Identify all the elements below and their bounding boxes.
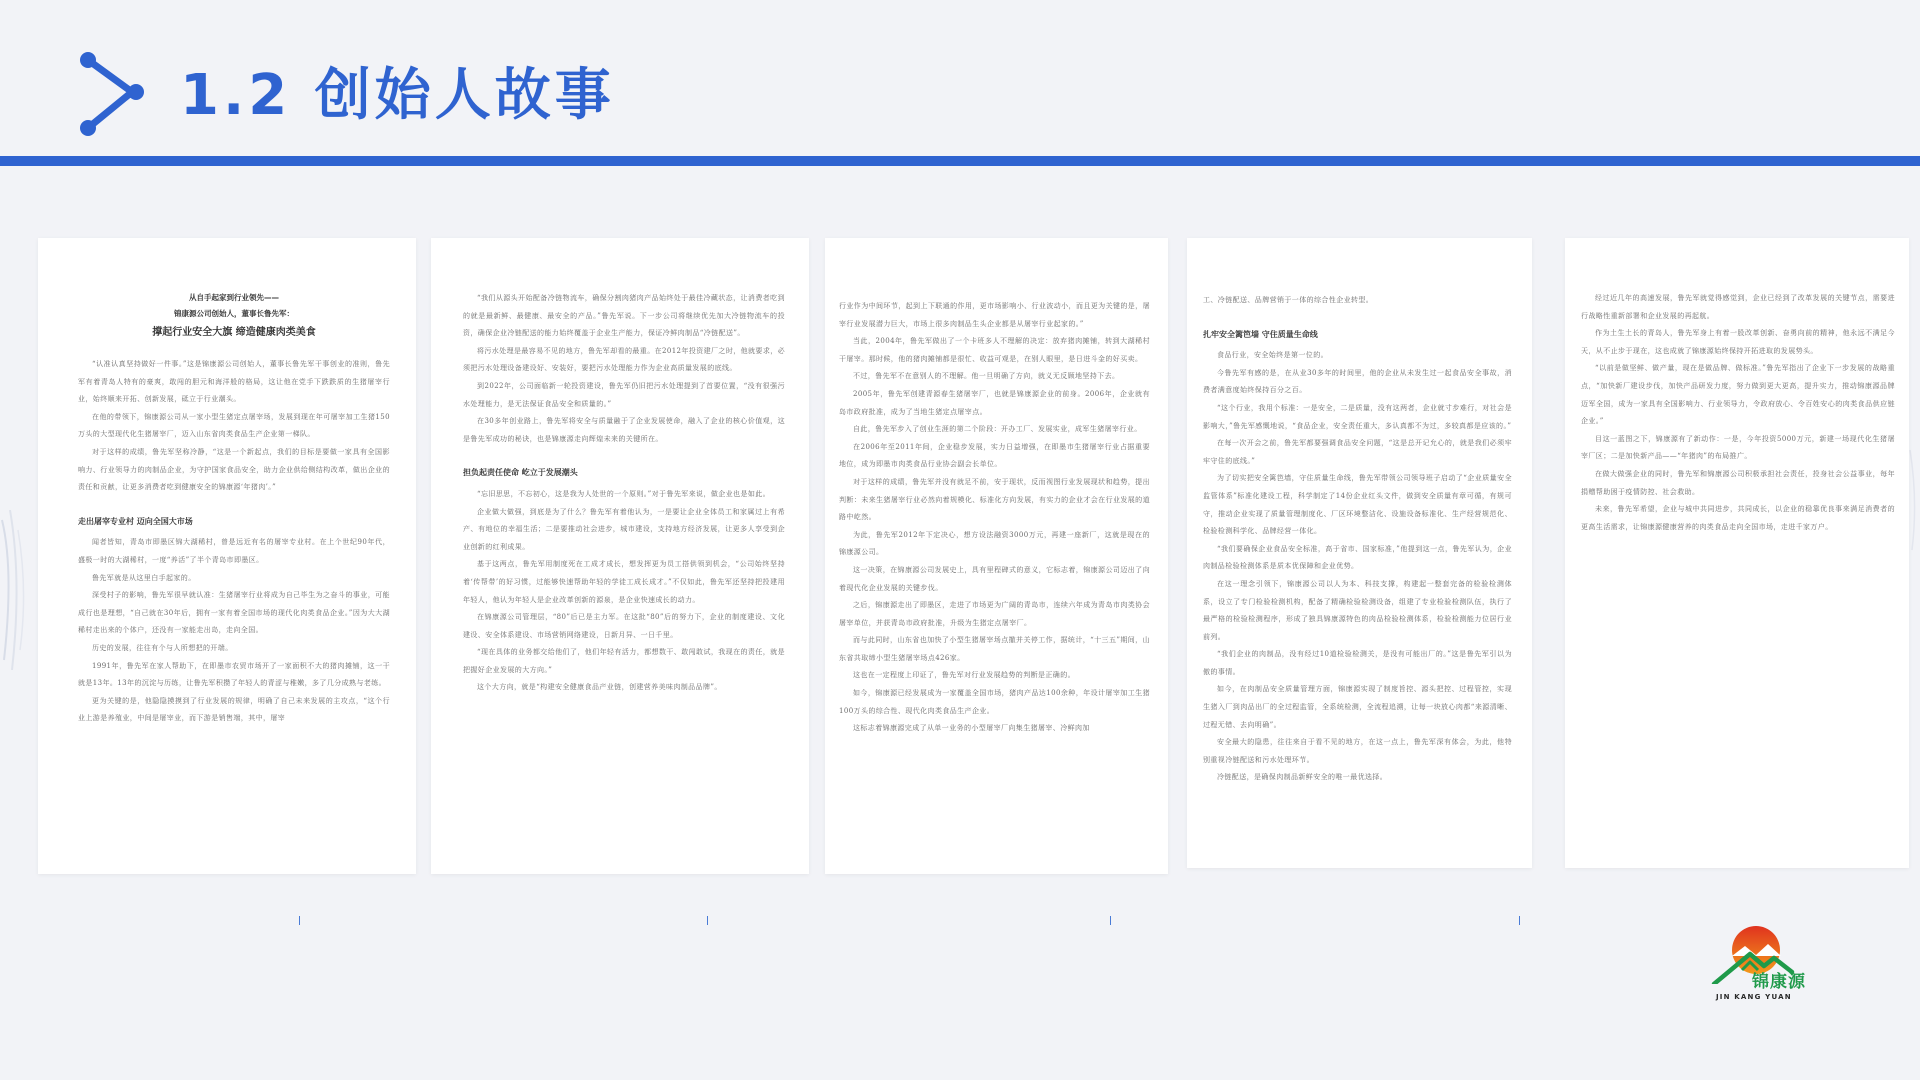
- paragraph: 这个大方向，就是“构建安全健康食品产业链，创建营养美味肉制品品牌”。: [477, 683, 722, 692]
- paragraph: 如今，在肉制品安全质量管理方面，锦康源实现了制度旨控、源头把控、过程管控，实现生猪入厂到肉品出厂的全过程监管，全系统检测，全流程追溯，让每一块放心肉都“来源清晰、过程无错、去向明确”。: [1203, 685, 1512, 729]
- section-heading: 担负起责任使命 屹立于发展潮头: [463, 468, 578, 478]
- paragraph: 在这一理念引领下，锦康源公司以人为本、科技支撑，构建起一整套完备的检验检测体系，设立了专门检验检测机构，配备了精确检验检测设备，组建了专业检验检测队伍，执行了最严格的检验检测程序，形成了独具锦康源特色的肉品检验检测体系，检验检测能力位居行业前列。: [1203, 579, 1512, 641]
- paragraph: 在2006年至2011年间，企业稳步发展，实力日益增强，在即墨市生猪屠宰行业占据重要地位，成为即墨市肉类食品行业协会副会长单位。: [839, 442, 1150, 469]
- paragraph: 历史的发展，往往有个与人所想把的开端。: [92, 643, 233, 652]
- page-marker: [1110, 916, 1111, 925]
- decorative-lines: [0, 510, 34, 670]
- paragraph: 闻者皆知，青岛市即墨区锦大湖稀村，曾是远近有名的屠宰专业村。在上个世纪90年代，盛极一时的大湖稀村，一度“养活”了半个青岛市即墨区。: [78, 538, 390, 564]
- paragraph: 目这一蓝图之下，锦康源有了新动作：一是，今年投资5000万元，新建一场现代化生猪屠宰厂区；二是加快新产品——“年猪肉”的布局推广。: [1581, 434, 1895, 461]
- paragraph: 对于这样的成绩，鲁先军并没有就足不前，安于现状，反而视图行业发展现状和趋势，提出判断：未来生猪屠宰行业必然向着规模化、标准化方向发展，有实力的企业才会在行业发展的道路中屹然。: [839, 477, 1150, 522]
- paragraph: 而与此同时，山东省也加快了小型生猪屠宰场点撤并关停工作，据统计，“十三五”期间，山东省共取缔小型生猪屠宰场点426家。: [839, 636, 1150, 662]
- paragraph: 1991年，鲁先军在家人帮助下，在即墨市农贸市场开了一家面积不大的猪肉摊铺，这一干就是13年。13年的沉淀与历练，让鲁先军积攒了年轻人的青涩与稚嫩，多了几分成熟与老练。: [78, 661, 390, 688]
- paragraph: 在做大做强企业的同时，鲁先军和锦康源公司积极承担社会责任，投身社会公益事业，每年捐赠帮助困于疫情防控、社会救助。: [1581, 469, 1895, 496]
- paragraph: 如今，锦康源已经发展成为一家覆盖全国市场，猪肉产品达100余种，年设计屠宰加工生猪100万头的综合性、现代化肉类食品生产企业。: [839, 689, 1150, 715]
- paragraph: 安全最大的隐患，往往来自于看不见的地方，在这一点上，鲁先军深有体会，为此，他特别重视冷链配送和污水处理环节。: [1203, 738, 1512, 764]
- document-page-5: [1565, 238, 1909, 868]
- paragraph: 基于这两点，鲁先军用制度死在工成才成长，想发挥更为员工搭供领到机会，“公司始终坚持着‘传帮带’的好习惯，过能够快速帮助年轻的学徒工成长成才。”不仅如此，鲁先军还坚持把投建用年轻人，他认为年轻人是企业改革创新的源泉，是企业快速成长的动力。: [463, 560, 785, 604]
- paragraph: 今鲁先军有感的是，在从业30多年的时间里，他的企业从未发生过一起食品安全事故，消费者满意度始终保持百分之百。: [1203, 368, 1512, 395]
- paragraph: “以前是做坚鲜、做产量，现在是做品牌、做标准。”鲁先军指出了企业下一步发展的战略重点，“加快新厂建设步伐，加快产品研发力度，努力做到更大更高，提升实力，推动锦康源品牌迈军全国，成为一家具有全国影响力、行业领导力，令政府放心、令百姓安心的肉类食品供应链企业。”: [1581, 364, 1895, 426]
- paragraph: “现在具体的业务都交给他们了，他们年轻有活力，都想数干、敢闯敢试，我现在的责任，就是把握好企业发展的大方向。”: [463, 648, 785, 674]
- paragraph: 在锦康源公司管理层，“80”后已是主力军。在这批“80”后的努力下，企业的制度建设、文化建设、安全体系建设、市场营销网络建设，日新月异、一日千里。: [463, 613, 785, 639]
- paragraph: 为此，鲁先军2012年下定决心，想方设法融资3000万元，再建一座新厂，这就是现在的锦康源公司。: [839, 530, 1150, 557]
- paragraph: “认准认真坚持做好一件事。”这是锦康源公司创始人，董事长鲁先军干事创业的准则，鲁先军有着青岛人特有的豪爽，敢闯的胆元和海洋般的格局，这让他在党手下跌跌质的生猪屠宰行业，始终顺来开拓、创新发展，砥立于行业潮头。: [78, 360, 390, 404]
- paragraph: 未来，鲁先军希望，企业与城中共同进步，共同成长，以企业的稳靠优良事来满足消费者的更高生活需求，让锦康源健康营养的肉类食品走向全国市场，走进千家万户。: [1581, 505, 1895, 531]
- paragraph: “忘旧思思，不忘初心，这是我为人处世的一个原则。”对于鲁先军来说，做企业也是如此。: [477, 489, 771, 498]
- paragraph: 更为关键的是，他隐隐摸摸到了行业发展的规律，明确了自己未来发展的主攻点，“这个行业上游是养殖业，中间是屠宰业，而下游是销售端，其中，屠宰: [78, 696, 390, 723]
- paragraph: 经过近几年的高速发展，鲁先军就觉得感觉到，企业已经到了改革发展的关键节点，需要进行战略性重新部署和企业发展的再起航。: [1581, 294, 1895, 320]
- paragraph: 作为土生土长的青岛人，鲁先军身上有着一股改革创新、奋勇向前的精神，他永远不满足今天，从不止步于现在，这也成就了锦康源始终保持开拓进取的发展势头。: [1581, 329, 1895, 355]
- paragraph: 在他的带领下，锦康源公司从一家小型生猪定点屠宰场，发展到现在年可屠宰加工生猪150万头的大型现代化生猪屠宰厂，迈入山东省肉类食品生产企业第一梯队。: [78, 412, 390, 439]
- paragraph: “我们要确保企业食品安全标准，高于省市、国家标准，”他提到这一点，鲁先军认为，企业肉制品检验检测体系是质本优保障和企业优势。: [1203, 544, 1512, 571]
- document-page-1: [38, 238, 416, 874]
- paragraph: 当此，2004年，鲁先军做出了一个卡班多人不理解的决定：放弃猪肉摊铺，转到大湖稀村干屠宰。那时候，他的猪肉摊铺都是很忙、收益可观是，在别人眼里，是日进斗金的好买卖。: [839, 337, 1150, 363]
- logo-chinese-name: 锦康源: [1752, 972, 1806, 992]
- paragraph: 到2022年，公司面临新一轮投资建设，鲁先军仍旧把污水处理提到了首要位置，“没有很强污水处理能力，是无法保证食品安全和质量的。”: [463, 381, 785, 408]
- paragraph: 行业作为中间环节，起到上下联通的作用，更市场影响小、行业波动小，而且更为关键的是，屠宰行业发展潜力巨大，市场上很多肉制品生头企业都是从屠宰行业起家的。”: [839, 302, 1150, 328]
- page-marker: [707, 916, 708, 925]
- paragraph: 2005年，鲁先军创建青源春生猪屠宰厂，也就是锦康源企业的前身。2006年，企业就有岛市政府批准，成为了当地生猪定点屠宰点。: [839, 389, 1150, 416]
- paragraph: “这个行业，我用个标准：一是安全，二是质量，没有这两者，企业就寸步难行，对社会是影响大，”鲁先军感慨地说，“食品企业，安全责任重大，多认真都不为过，多较真都是应该的。”: [1203, 403, 1512, 430]
- document-page-3: [825, 238, 1168, 874]
- paragraph: 深受村子的影响，鲁先军很早就认准：生猪屠宰行业将成为自己毕生为之奋斗的事业，可能成行也是理想，“自己就在30年后，拥有一家有着全国市场的现代化肉类食品企业。”因为大大湖稀村走出来的个体户，还没有一家能走出岛，走向全国。: [78, 591, 390, 635]
- slide-title: 1.2 创始人故事: [180, 63, 615, 128]
- section-heading: 扎牢安全篱笆墙 守住质量生命线: [1203, 329, 1318, 339]
- paragraph: 工、冷链配送、品牌营销于一体的综合性企业转型。: [1203, 296, 1374, 304]
- doc-pretitle-2: 锦康源公司创始人，董事长鲁先军：: [174, 309, 294, 318]
- document-page-4: [1187, 238, 1532, 868]
- page-marker: [299, 916, 300, 925]
- paragraph: “我们企业的肉制品，没有经过10道检验检测关，是没有可能出厂的。”这是鲁先军引以为傲的事情。: [1203, 650, 1512, 676]
- paragraph: 在每一次开会之前，鲁先军都要强调食品安全问题，“这是总开记允心的，就是我们必须牢牢守住的底线。”: [1203, 439, 1512, 465]
- paragraph: 鲁先军就是从这里白手起家的。: [92, 573, 196, 582]
- paragraph: 企业做大做强，到底是为了什么？鲁先军有着他认为，一是要让企业全体员工和家属过上有希产、有地位的幸福生活；二是要推动社会进步，城市建设，支持地方经济发展，让更多人享受到企业创新的红利成果。: [463, 507, 785, 551]
- doc-title: 撑起行业安全大旗 缔造健康肉类美食: [152, 327, 316, 338]
- logo-english-name: JIN KANG YUAN: [1716, 993, 1792, 1001]
- paragraph: 在30多年创业路上，鲁先军将安全与质量融于了企业发展使命，融入了企业的核心价值观，这是鲁先军成功的秘诀，也是锦康源走向辉煌未来的关键所在。: [463, 417, 785, 443]
- paragraph: 这一决策，在锦康源公司发展史上，具有里程碑式的意义，它标志着，锦康源公司迈出了向着现代化企业发展的关键步伐。: [839, 565, 1150, 592]
- section-heading: 走出屠宰专业村 迈向全国大市场: [78, 516, 193, 526]
- paragraph: 将污水处理是最容易不见的地方，鲁先军却看的最重。在2012年投资建厂之时，他就要求，必须把污水处理设备建设好、安装好，要把污水处理能力作为企业高质量发展的底线。: [463, 346, 786, 373]
- paragraph: 这也在一定程度上印证了，鲁先军对行业发展趋势的判断是正确的。: [853, 671, 1075, 680]
- document-page-2: [431, 238, 809, 874]
- paragraph: 自此，鲁先军步入了创业生涯的第二个阶段：开办工厂、发展实业，成军生猪屠宰行业。: [853, 425, 1142, 434]
- title-divider: [0, 156, 1920, 166]
- company-logo: [1710, 924, 1810, 1006]
- doc-pretitle-1: 从自手起家到行业领先——: [189, 293, 279, 302]
- paragraph: 这标志着锦康源完成了从单一业务的小型屠宰厂向集生猪屠宰、冷鲜肉加: [853, 724, 1090, 733]
- page-marker: [1519, 916, 1520, 925]
- paragraph: 为了切实把安全篱笆墙，守住质量生命线，鲁先军带领公司领导班子启动了“企业质量安全监管体系”标准化建设工程，科学制定了14份企业红头文件，做到安全质量有章可循，有规可守，推动企业实现了质量管理制度化、厂区环境整洁化、设施设备标准化、生产经营规范化、检验检测科学化、品牌经营一体化。: [1203, 474, 1512, 536]
- paragraph: “我们从源头开始配备冷链物流车，确保分割肉猪肉产品始终处于最佳冷藏状态，让消费者吃到的就是最新鲜、最健康、最安全的产品。”鲁先军说。下一步公司将继续优先加大冷链物流车的投资，确保企业冷链配送的能力始终覆盖于企业生产能力，保证冷鲜肉制品“冷链配送”。: [463, 294, 785, 338]
- connector-nodes-icon: [78, 52, 148, 136]
- paragraph: 不过，鲁先军不在意别人的不理解。他一旦明确了方向，就义无反顾地坚持下去。: [853, 372, 1120, 381]
- paragraph: 食品行业，安全始终是第一位的。: [1217, 351, 1328, 360]
- paragraph: 对于这样的成绩，鲁先军坚称冷静，“这是一个新起点，我们的目标是要做一家具有全国影响力、行业领导力的肉制品企业，为守护国家食品安全，助力企业供给侧结构改革，做出企业的责任和贡献，让更多消费者吃到健康安全的锦康源‘年猪肉’。”: [78, 447, 390, 492]
- paragraph: 冷链配送，是确保肉制品新鲜安全的唯一最优选择。: [1217, 773, 1388, 782]
- paragraph: 之后，锦康源走出了即墨区，走进了市场更为广阔的青岛市，连续六年成为青岛市肉类协会屠宰单位，并获青岛市政府批准，升级为生猪定点屠宰厂。: [839, 601, 1150, 627]
